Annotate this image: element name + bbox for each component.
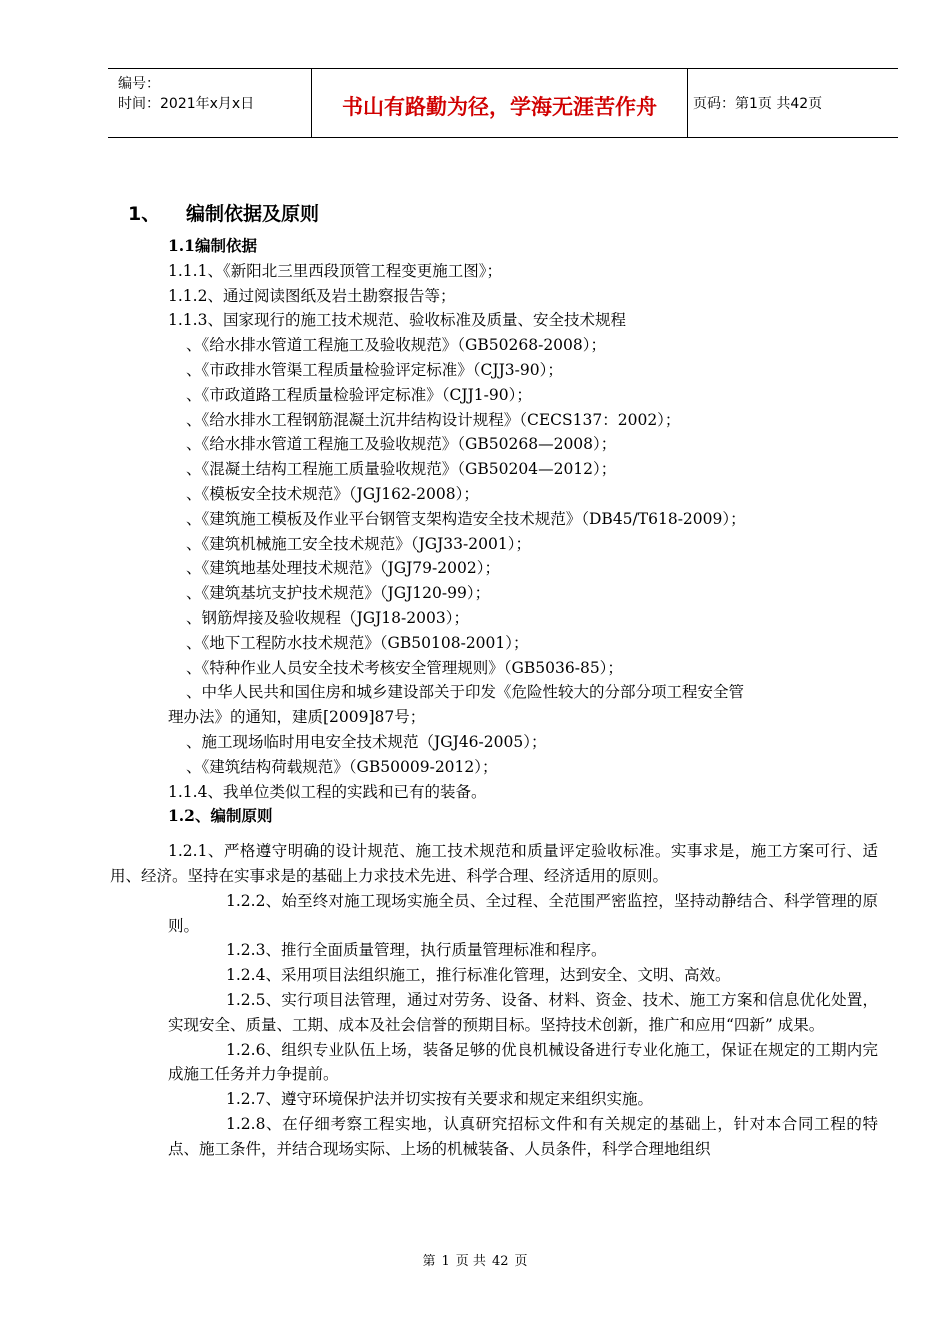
page-header <box>108 68 898 138</box>
standard-item: 、施工现场临时用电安全技术规范（JGJ46-2005）； <box>186 732 547 751</box>
standard-item: 、《特种作业人员安全技术考核安全管理规则》（GB5036-85）； <box>186 658 623 677</box>
standard-item: 、《建筑地基处理技术规范》（JGJ79-2002）； <box>186 559 500 578</box>
standard-item: 、《给水排水工程钢筋混凝土沉井结构设计规程》（CECS137：2002）； <box>186 410 681 429</box>
basis-heading: 1.1编制依据 <box>168 236 257 255</box>
time-label: 时间：2021年x月x日 <box>118 96 255 112</box>
standard-item: 、《混凝土结构工程施工质量验收规范》（GB50204—2012）； <box>186 460 617 479</box>
basis-item: 1.1.3、国家现行的施工技术规范、验收标准及质量、安全技术规程 <box>168 311 626 330</box>
standard-item: 、钢筋焊接及验收规程（JGJ18-2003）； <box>186 608 469 627</box>
section-heading <box>128 199 319 226</box>
footer-total: 42 <box>491 1254 509 1269</box>
standard-item: 、《模板安全技术规范》（JGJ162-2008）； <box>186 484 479 503</box>
header-motto: 书山有路勤为径，学海无涯苦作舟 <box>342 95 657 119</box>
document-body <box>110 234 878 1161</box>
standard-item: 、中华人民共和国住房和城乡建设部关于印发《危险性较大的分部分项工程安全管 <box>186 683 745 702</box>
principle-paragraph: 1.2.7、遵守环境保护法并切实按有关要求和规定来组织实施。 <box>226 1090 653 1109</box>
footer-suffix: 页 <box>514 1254 528 1269</box>
principle-paragraph: 1.2.5、实行项目法管理，通过对劳务、设备、材料、资金、技术、施工方案和信息优化处置，实现安全、质量、工期、成本及社会信誉的预期目标。坚持技术创新，推广和应用“四新” 成果。 <box>168 990 878 1034</box>
header-page-info: 页码：第1页 共42页 <box>693 96 823 112</box>
footer-page: 1 <box>441 1254 450 1269</box>
standard-item: 、《市政道路工程质量检验评定标准》（CJJ1-90）； <box>186 385 532 404</box>
basis-item: 1.1.4、我单位类似工程的实践和已有的装备。 <box>168 782 487 801</box>
principles-heading: 1.2、编制原则 <box>168 806 273 826</box>
principle-paragraph: 1.2.3、推行全面质量管理，执行质量管理标准和程序。 <box>226 941 607 960</box>
principle-paragraph: 1.2.8、在仔细考察工程实地，认真研究招标文件和有关规定的基础上，针对本合同工程的特点、施工条件，并结合现场实际、上场的机械装备、人员条件，科学合理地组织 <box>168 1114 878 1158</box>
principle-paragraph: 1.2.6、组织专业队伍上场，装备足够的优良机械设备进行专业化施工，保证在规定的工期内完成施工任务并力争提前。 <box>168 1040 878 1084</box>
principle-paragraph: 1.2.2、始至终对施工现场实施全员、全过程、全范围严密监控，坚持动静结合、科学管理的原则。 <box>168 891 878 935</box>
principle-paragraph: 1.2.4、采用项目法组织施工，推行标准化管理，达到安全、文明、高效。 <box>226 966 731 985</box>
standard-item: 、《建筑结构荷载规范》（GB50009-2012）； <box>186 757 498 776</box>
standard-item: 、《建筑机械施工安全技术规范》（JGJ33-2001）； <box>186 534 531 553</box>
standard-item: 、《地下工程防水技术规范》（GB50108-2001）； <box>186 633 529 652</box>
principle-paragraph: 1.2.1、严格遵守明确的设计规范、施工技术规范和质量评定验收标准。实事求是，施工方案可行、适用、经济。坚持在实事求是的基础上力求技术先进、科学合理、经济适用的原则。 <box>110 842 878 885</box>
standard-item: 、《建筑基坑支护技术规范》（JGJ120-99）； <box>186 584 491 603</box>
section-number: 1、 <box>128 203 161 225</box>
footer-middle: 页 共 <box>455 1254 486 1269</box>
standard-item-continued: 理办法》的通知，建质[2009]87号； <box>168 708 426 727</box>
section-title: 编制依据及原则 <box>186 203 320 225</box>
basis-item: 1.1.2、通过阅读图纸及岩土勘察报告等； <box>168 286 456 305</box>
standard-item: 、《给水排水管道工程施工及验收规范》（GB50268-2008）； <box>186 336 607 355</box>
standard-item: 、《给水排水管道工程施工及验收规范》（GB50268—2008）； <box>186 435 617 454</box>
header-meta <box>108 69 310 137</box>
footer-prefix: 第 <box>422 1254 436 1269</box>
basis-item: 1.1.1、《新阳北三里西段顶管工程变更施工图》； <box>168 261 502 280</box>
number-label: 编号： <box>118 76 160 92</box>
header-motto-cell <box>311 69 688 137</box>
page-footer <box>0 1250 950 1269</box>
standard-item: 、《建筑施工模板及作业平台钢管支架构造安全技术规范》（DB45/T618-2009）； <box>186 509 746 528</box>
standard-item: 、《市政排水管渠工程质量检验评定标准》（CJJ3-90）； <box>186 360 563 379</box>
